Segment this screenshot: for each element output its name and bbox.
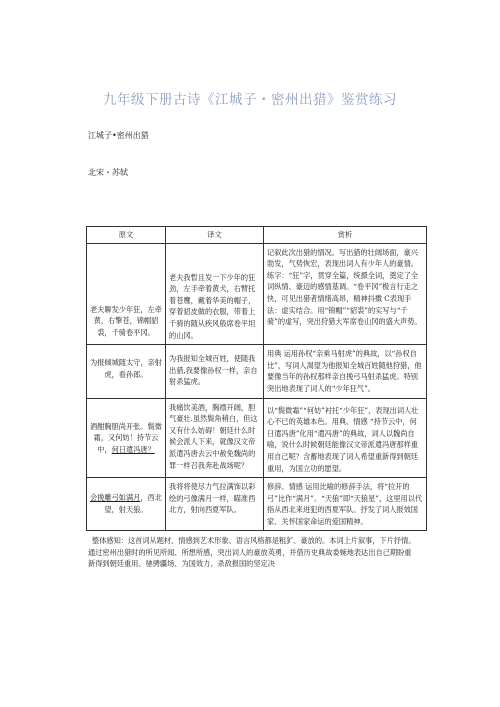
cell-original	[87, 398, 166, 478]
cell-translation: 我将将使尽力气拉满饰以彩绘的弓像满月一样，瞄准西北方，射向西夏军队。	[166, 478, 264, 531]
original-underlined: 会挽雕弓如满月	[90, 493, 141, 503]
header-original: 原文	[87, 227, 166, 244]
poem-author: 北宋・苏轼	[88, 168, 128, 177]
table-row	[87, 243, 427, 345]
cell-original: 老夫聊发少年狂，左牵黄，右擎苍，锦帽貂裘，千骑卷平冈。	[87, 243, 166, 345]
header-appreciation: 赏析	[264, 227, 427, 244]
cell-appreciation: 以“鬓微霜”“何妨”衬托“少年狂”，表现出词人壮心不已的英雄本色。用典、情感 “持节云中，何日遣冯唐”化用“遣冯唐”的典故，词人以魏尚自喻，说什么时候朝廷能像汉文帝派遣冯唐那样重用自己呢？含蓄地表现了词人希望重新得到朝廷重用，为国立功的愿望。	[264, 398, 427, 478]
table-row	[87, 398, 427, 478]
table-header-row	[87, 227, 427, 244]
original-text: ，西北望，射天狼。	[104, 493, 162, 514]
original-underlined: 何日遣冯唐？	[111, 444, 155, 454]
cell-original	[87, 478, 166, 531]
header-translation: 译文	[166, 227, 264, 244]
cell-translation: 我痛饮美酒，胸襟开阔，胆气豪壮.虽然鬓角稍白，但这又有什么妨碍！朝廷什么时候会派人下来，就像汉文帝派遣冯唐去云中赦免魏尚的罪一样召我奔赴战场呢？	[166, 398, 264, 478]
cell-translation: 为我报知全城百姓，使随我出猎,我要像孙权一样，亲自射杀猛虎。	[166, 345, 264, 398]
page-title: 九年级下册古诗《江城子・密州出猎》鉴赏练习	[103, 92, 397, 108]
original-text: 酒酣胸胆尚开张。鬓微霜，又何妨！持节云中，	[90, 421, 162, 454]
cell-appreciation: 修辞、情感 运用比喻的修辞手法，将“拉开的弓”比作“满月”。“天狼”即“天狼星”，这里用以代指从西北来进犯的西夏军队。抒发了词人报效国家、关怀国家命运的爱国精神。	[264, 478, 427, 531]
appreciation-table	[86, 226, 427, 531]
cell-appreciation: 记叙此次出猎的情况。写出猎的壮阔场面，豪兴勃发，气势恢宏，表现出词人有少年人的豪情。练字：“狂”字，贯穿全篇，统摄全词，奠定了全词纵情、豪迈的感情基调。“卷平冈”极言行走之快，可见出猎者情绪高昂，精神抖擞 C表现手法：虚实结合。用“锦帽”“貂裘”的实写与“千骑”的虚写，突出狩猎大军席卷山冈的盛大声势。	[264, 243, 427, 345]
cell-original: 为报倾城随太守，亲射虎，看孙郎。	[87, 345, 166, 398]
cell-translation: 老夫我暂且发一下少年的狂劲，左手牵着黄犬，右臂托着苍鹰，戴着华美的帽子，穿着貂皮做的衣服，带着上千骑的随从疾风般席卷平坦的山冈。	[166, 243, 264, 345]
table-row	[87, 478, 427, 531]
table-row	[87, 345, 427, 398]
cell-appreciation: 用典 运用孙权“亲乘马射虎”的典故，以“孙权自比”，写词人渴望为他报知全城百姓随他狩猎，他要像当年的孙权那样亲自挽弓马射杀猛虎。特别突出地表现了词人的“少年狂气”。	[264, 345, 427, 398]
poem-title: 江城子•密州出猎	[88, 131, 149, 140]
overall-summary: 整体感知：这首词从题材、情感到艺术形象、语言风格都是粗犷、豪放的。本词上片叙事，下片抒情。通过密州出猎时的所见所闻、所想所感，突出词人的豪放英勇，并借历史典故委婉地表达出自己期盼重新得到朝廷重用、驰骋疆场、为国效力、杀敌报国的坚定决	[88, 536, 416, 569]
